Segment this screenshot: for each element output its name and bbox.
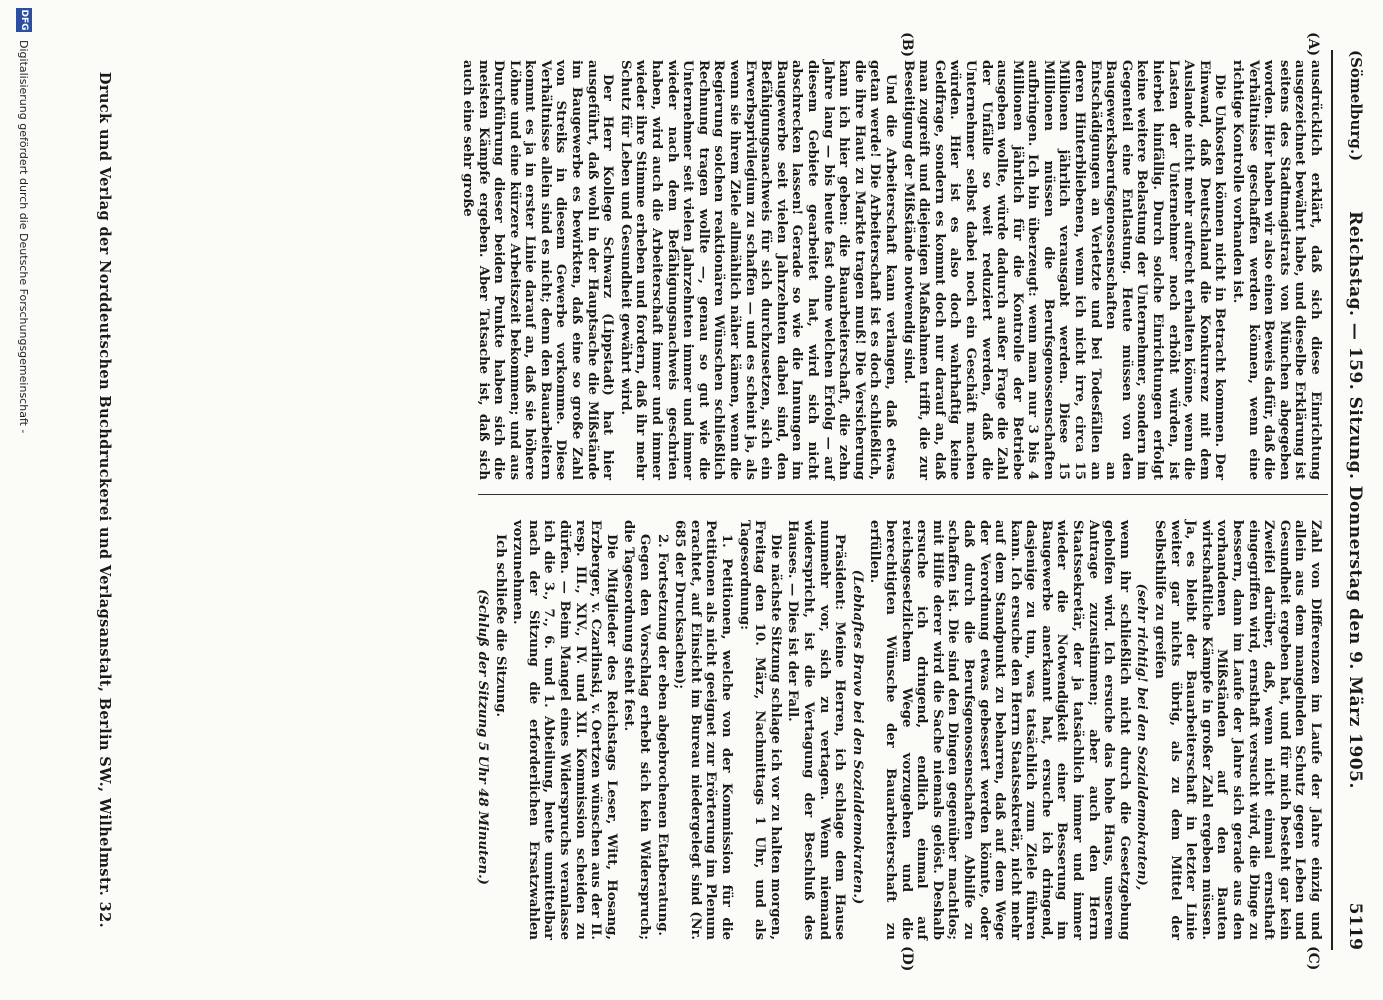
paragraph: ausdrücklich erklärt, daß sich diese Einrichtung ausgezeichnet bewährt habe, und dieselbe Erklärung ist seitens des Stadtmagistrats von München abgegeben worden. Hier haben wir also einen Beweis dafür, daß die Verhältnisse geschaffen werden können, wenn eine richtige Kontrolle vorhanden ist.	[1230, 60, 1323, 480]
paragraph: Und die Arbeiterschaft kann verlangen, daß etwas getan werde! Die Arbeiterschaft ist es doch schließlich, die ihre Haut zu Markte tragen muß! Die Versicherung kann ich hier geben: die Bauarbeiterschaft, die zehn Jahre lang — bis heute fast ohne welchen Erfolg — auf diesem Gebiete gearbeitet hat, wird sich nicht abschrecken lassen! Gerade so wie die Innungen im Baugewerbe seit vielen Jahrzehnten dabei sind, den Befähigungsnachweis für sich durchzusetzen, sich ein Erwerbsprivilegium zu schaffen — und es scheint ja, als wenn sie ihrem Ziele allmählich näher kämen, wenn die Regierung solchen reaktionären Wünschen schließlich Rechnung tragen wollte —, genau so gut wie die Unternehmer seit vielen Jahrzehnten immer und immer wieder nach dem Befähigungsnachweis geschrien haben, wird auch die Arbeiterschaft immer und immer wieder ihre Stimme erheben und fordern, daß ihr mehr Schutz für Leben und Gesundheit gewährt wird.	[617, 60, 898, 480]
margin-marker-d: (D)	[899, 946, 915, 972]
speaker-heading: (Sömelburg.)	[1347, 50, 1365, 162]
paragraph: Der Herr Kollege Schwarz (Lippstadt) hat hier ausgeführt, daß wohl in der Hauptsache die Mißstände im Baugewerbe es bewirkten, daß eine so große Zahl von Streiks in diesem Gewerbe vorkomme. Diese Verhältnisse allein sind es nicht; denn den Bauarbeitern kommt es ja in erster Linie darauf an, daß sie höhere Löhne und eine kürzere Arbeitszeit bekommen; und aus Durchführung dieser beiden Punkte haben sich die meisten Kämpfe ergeben. Aber Tatsache ist, daß sich auch eine sehr große	[459, 60, 616, 480]
header-rule	[1331, 50, 1333, 950]
closing-note: (Schluß der Sitzung 5 Uhr 48 Minuten.)	[475, 589, 491, 885]
paragraph: Gegen den Vorschlag erhebt sich kein Widerspruch; die Tagesordnung steht fest.	[621, 520, 653, 940]
paragraph: Die Unkosten können nicht in Betracht kommen. Der Einwand, daß Deutschland die Konkurrenz mit dem Auslande nicht mehr aufrecht erhalten könne, wenn die Lasten der Unternehmer noch erhöht würden, ist hierbei hinfällig. Durch solche Einrichtungen erfolgt keine weitere Belastung der Unternehmer, sondern im Gegenteil eine Entlastung. Heute müssen von den Baugewerksberufsgenossenschaften an Entschädigungen an Verletzte und bei Todesfällen an deren Hinterbliebenen, wenn ich nicht irre, circa 15 Millionen jährlich verausgabt werden. Diese 15 Millionen müssen die Berufsgenossenschaften aufbringen. Ich bin überzeugt: wenn man nur 3 bis 4 Millionen jährlich für die Kontrolle der Betriebe ausgeben wollte, würde dadurch außer Frage die Zahl der Unfälle so weit reduziert werden, daß die Unternehmer selbst dabei noch ein Geschäft machen würden. Hier ist es also doch wahrhaftig keine Geldfrage, sondern es kommt doch nur darauf an, daß man zugreift und diejenigen Maßnahmen trifft, die zur Beseitigung der Mißstände notwendig sind.	[900, 60, 1228, 480]
paragraph: Die Mitglieder des Reichstags Leser, Witt, Hosang, Erzberger, v. Czarlinski, v. Oertzen wünschen aus der II. resp. III., XIV., IV. und XII. Kommission scheiden zu dürfen. — Beim Mangel eines Widerspruchs veranlasse ich die 3., 7., 6. und 1. Abteilung, heute unmittelbar nach der Sitzung die erforderlichen Ersatzwahlen vorzunehmen.	[510, 520, 619, 940]
paragraph: wenn ihr schließlich nicht durch die Gesetzgebung geholfen wird. Ich ersuche das hohe Haus, unserem Antrage zuzustimmen; aber auch den Herrn Staatssekretär, der ja tatsächlich immer und immer wieder die Notwendigkeit einer Besserung im Baugewerbe anerkannt hat, ersuche ich dringend, dasjenige zu tun, was tatsächlich zum Ziele führen kann. Ich ersuche den Herrn Staatssekretär, nicht mehr auf dem Standpunkt zu beharren, daß auf dem Wege der Verordnung etwas gebessert werden könnte, oder daß durch die Berufsgenossenschaften Abhilfe zu schaffen ist. Die sind den Dingen gegenüber machtlos; mit Hilfe derer wird die Sache niemals gelöst. Deshalb ersuche ich dringend, endlich einmal auf reichsgesetzlichem Wege vorzugehen und die berechtigten Wünsche der Bauarbeiterschaft zu erfüllen.	[867, 520, 1132, 940]
stage-direction: (Lebhaftes Bravo bei den Sozialdemokraten.)	[849, 569, 865, 905]
left-column	[457, 60, 1323, 480]
column-divider	[478, 494, 1328, 495]
paragraph: Die nächste Sitzung schlage ich vor zu halten morgen, Freitag den 10. März, Nachmittags 1 Uhr, und als Tagesordnung:	[736, 520, 783, 940]
margin-marker-a: (A)	[1305, 32, 1321, 57]
digitization-credit	[2, 0, 38, 1000]
paragraph: Ich schließe die Sitzung.	[492, 534, 508, 718]
page-number: 5119	[1345, 902, 1365, 950]
printer-imprint: Druck und Verlag der Norddeutschen Buchdruckerei und Verlagsanstalt, Berlin SW., Wilhelmstr. 32.	[96, 71, 113, 929]
right-column	[473, 520, 1323, 940]
agenda-item-2: 2. Fortsetzung der eben abgebrochenen Etatberatung.	[654, 534, 670, 937]
agenda-item-1: 1. Petitionen, welche von der Kommission für die Petitionen als nicht geeignet zur Erörterung im Plenum erachtet, auf Einsicht im Bureau niedergelegt sind (Nr. 685 der Drucksachen);	[672, 520, 735, 940]
credit-text: Digitalisierung gefördert durch die Deutsche Forschungsgemeinschaft -	[17, 40, 30, 434]
margin-marker-b: (B)	[899, 32, 915, 58]
stage-direction: (sehr richtig! bei den Sozialdemokraten),	[1134, 583, 1150, 891]
page-header	[1335, 50, 1365, 950]
president-statement: Präsident: Meine Herren, ich schlage dem Hause nunmehr vor, sich zu vertagen. Wenn niemand widerspricht, ist die Vertagung der Beschluß des Hauses. — Dies ist der Fall.	[785, 520, 848, 940]
paragraph: Zahl von Differenzen im Laufe der Jahre einzig und allein aus dem mangelnden Schutz gegen Leben und Gesundheit ergeben hat, und für mich besteht gar kein Zweifel darüber, daß, wenn nicht einmal ernsthaft eingegriffen wird, ernsthaft versucht wird, die Dinge zu bessern, dann im Laufe der Jahre sich gerade aus den vorhandenen Mißständen auf den Bauten wirtschaftliche Kämpfe in großer Zahl ergeben müssen. Ja, es bleibt der Bauarbeiterschaft in letzter Linie weiter gar nichts übrig, als zu dem Mittel der Selbsthilfe zu greifen	[1152, 520, 1323, 940]
margin-marker-c: (C)	[1305, 946, 1321, 971]
session-title: Reichstag. — 159. Sitzung. Donnerstag den 9. März 1905.	[1345, 211, 1365, 789]
dfg-logo-icon: DFG	[16, 8, 32, 32]
